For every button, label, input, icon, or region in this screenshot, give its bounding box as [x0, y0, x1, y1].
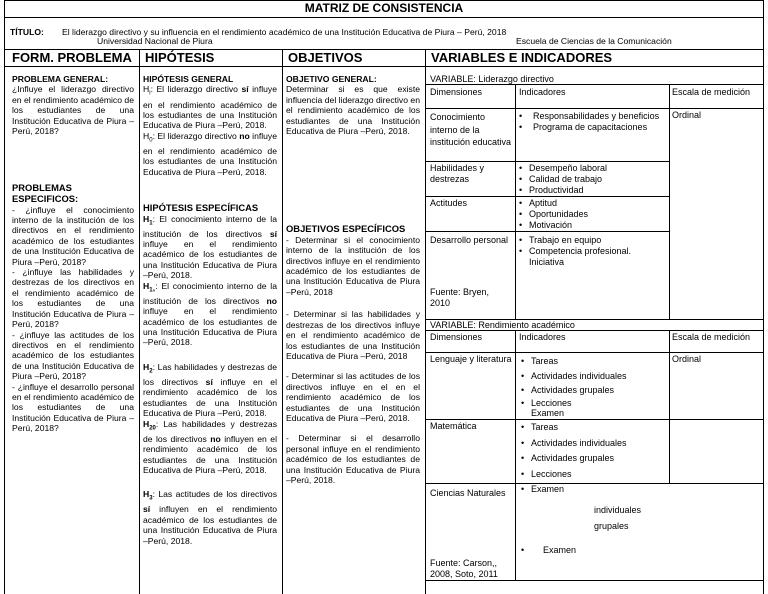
var1-ind-2-2: • Calidad de trabajo: [519, 174, 667, 185]
var1-ind-3-1: • Aptitud: [519, 198, 667, 209]
titulo-label: TÍTULO:: [10, 27, 44, 37]
var1-fuente: Fuente: Bryen, 2010: [430, 287, 490, 308]
var1-col-escala: Escala de medición: [672, 87, 751, 97]
var1-ind-3-3: • Motivación: [519, 220, 667, 231]
var1-ind-list-4: [519, 235, 667, 268]
var1-dim-4: Desarrollo personal: [430, 235, 509, 245]
var2-col-dimensiones: Dimensiones: [430, 332, 483, 342]
var2-ind-1-3: • Actividades grupales: [521, 383, 641, 398]
var2-dim-1: Lenguaje y literatura: [430, 354, 512, 364]
hipotesis-hi: $H_i$: El liderazgo directivo sí influye en el rendimiento académico de los estudiantes de una Institución Educativa de Piura –Perú, 2018.: [143, 84, 277, 131]
var1-dim-2: Habilidades y destrezas: [430, 163, 485, 184]
var1-ind-4-2: • Competencia profesional. Iniciativa: [519, 246, 667, 268]
col-divider-1: [139, 49, 140, 594]
page-title: MATRIZ DE CONSISTENCIA: [304, 1, 464, 15]
var1-col-ind: [515, 84, 516, 319]
titulo-school: Escuela de Ciencias de la Comunicación: [516, 36, 672, 46]
var1-col-indicadores: Indicadores: [519, 87, 566, 97]
header-hipotesis: HIPÓTESIS: [145, 50, 215, 65]
hipotesis-h1: $H_1$: El conocimiento interno de la institución de los directivos sí influye en el rendimiento académico de los estudiantes de una Institución Educativa de Piura –Perú, 2018.: [143, 213, 277, 281]
var2-ind-2-3: • Actividades grupales: [521, 451, 661, 467]
var1-ind-list-1: [519, 111, 667, 133]
hipotesis-h3: $H_3$: Las actitudes de los directivos sí influyen en el rendimiento académico de los estudiantes de una Institución Educativa de Piura –Perú, 2018.: [143, 489, 277, 546]
title-divider: [4, 17, 764, 18]
var2-ind-list-1: [521, 354, 641, 418]
hipotesis-h20: $H_{20}$: Las habilidades y destrezas de los directivos no influyen en el rendimiento académico de los estudiantes de una Institución Educativa de Piura –Perú, 2018.: [143, 418, 277, 475]
var1-header-bottom: [425, 108, 764, 109]
left-border: [4, 0, 5, 594]
var2-ind-2-4: • Lecciones: [521, 467, 661, 483]
problema-especifico-2: - ¿influye las habilidades y destrezas de los directivos en el rendimiento académico de los estudiantes de una Institución Educativa de Piura –Perú, 2018?: [12, 267, 134, 330]
var2-col-escala: Escala de medición: [672, 332, 751, 342]
var1-row2-bottom: [425, 196, 669, 197]
var2-col-esc: [669, 330, 670, 483]
objetivo-especifico-4: - Determinar si el desarrollo personal influye en el rendimiento académico de los estudiantes de una Institución Educativa de Piura –Perú, 2018.: [286, 433, 420, 485]
col-divider-3: [425, 49, 426, 594]
var2-escala-value: Ordinal: [672, 354, 702, 364]
titulo-line2: Universidad Nacional de Piura: [97, 36, 213, 46]
var2-ind-2-2: • Actividades individuales: [521, 436, 661, 452]
var2-col-ind: [515, 330, 516, 580]
var2-label: VARIABLE: Rendimiento académico: [430, 320, 575, 330]
problema-general-title: PROBLEMA GENERAL:: [12, 74, 109, 84]
problemas-especificos-title: PROBLEMAS ESPECIFICOS:: [12, 182, 79, 205]
var1-col-dimensiones: Dimensiones: [430, 87, 483, 97]
var2-dim-3: Ciencias Naturales: [430, 488, 506, 498]
objetivo-general-title: OBJETIVO GENERAL:: [286, 74, 377, 84]
var2-ind-1-2: • Actividades individuales: [521, 369, 641, 384]
header-objetivos: OBJETIVOS: [288, 50, 363, 65]
var1-row1-bottom: [425, 161, 669, 162]
var2-ind-list-3: [521, 545, 661, 556]
objetivo-especifico-3: - Determinar si las actitudes de los directivos influye en el en el rendimiento académico de los estudiantes de una Institución Educativa de Piura –Perú, 2018.: [286, 371, 420, 423]
var1-escala-value: Ordinal: [672, 110, 702, 120]
var2-ind-3-1: individuales: [594, 505, 642, 515]
var2-ind-3-2: grupales: [594, 521, 629, 531]
header-bottom-line: [4, 66, 764, 67]
hipotesis-column: [143, 74, 277, 546]
var1-ind-1-2: • Programa de capacitaciones: [519, 122, 667, 133]
var2-dim-2: Matemática: [430, 421, 477, 431]
var2-header-bottom: [425, 352, 764, 353]
var1-dim-1: Conocimiento interno de la institución educativa: [430, 112, 512, 147]
objetivos-column: [286, 74, 420, 485]
problema-column: [12, 74, 134, 434]
var1-ind-2-3: • Productividad: [519, 185, 667, 196]
var1-ind-list-2: [519, 163, 667, 196]
objetivo-especifico-2: - Determinar si las habilidades y destrezas de los directivos influye en el rendimiento académico de los estudiantes de una Institución Educativa de Piura –Perú, 2018: [286, 309, 420, 361]
problema-especifico-3: - ¿influye las actitudes de los directivos en el rendimiento académico de los estudiantes de una Institución Educativa de Piura –Perú, 2018?: [12, 329, 134, 382]
var1-dim-3: Actitudes: [430, 198, 468, 208]
hipotesis-general-title: HIPÓTESIS GENERAL: [143, 74, 234, 84]
var1-ind-list-3: [519, 198, 667, 231]
hipotesis-h0: $H_0$: El liderazgo directivo no influye en el rendimiento académico de los estudiantes de una Institución Educativa de Piura –Perú, 2018.: [143, 130, 277, 177]
objetivo-general-text: Determinar si es que existe influencia del liderazgo directivo en el rendimiento académico de los estudiantes de una Institución Educativa de Piura –Perú, 2018.: [286, 84, 420, 137]
var2-fuente: Fuente: Carson,, 2008, Soto, 2011: [430, 558, 498, 579]
var2-ind-2-5: • Examen: [521, 482, 661, 498]
right-border: [763, 0, 764, 594]
var2-ind-1-4: • Lecciones Examen: [521, 398, 591, 418]
header-variables: VARIABLES E INDICADORES: [431, 50, 613, 65]
var1-ind-4-1: • Trabajo en equipo: [519, 235, 667, 246]
header-problema: FORM. PROBLEMA: [12, 50, 132, 65]
hipotesis-h10: $H_{1_0}$: El conocimiento interno de la institución de los directivos no influye en el rendimiento académico de los estudiantes de una Institución Educativa de Piura –Perú, 2018.: [143, 280, 277, 348]
hipotesis-h2: $H_2$: Las habilidades y destrezas de los directivos sí influye en el rendimiento académico de los estudiantes de una Institución Educativa de Piura –Perú, 2018.: [143, 361, 277, 419]
problema-general-text: ¿Influye el liderazgo directivo en el rendimiento académico de los estudiantes de una Institución Educativa de Piura –Perú, 2018?: [12, 84, 134, 137]
var1-col-esc: [669, 84, 670, 319]
var2-ind-list-2: [521, 420, 661, 494]
problema-especifico-1: - ¿influye el conocimiento interno de la institución de los directivos en el rendimiento académico de los estudiantes de una Institución Educativa de Piura –Perú, 2018?: [12, 204, 134, 267]
hipotesis-especificas-title: HIPÓTESIS ESPECÍFICAS: [143, 202, 259, 214]
titulo-line1: El liderazgo directivo y su influencia en el rendimiento académico de una Institución Educativa de Piura – Perú, 2018: [62, 27, 507, 37]
var1-ind-1-1: • Responsabilidades y beneficios: [519, 111, 667, 122]
var2-bottom: [425, 580, 764, 581]
problema-especifico-4: - ¿influye el desarrollo personal en el rendimiento académico de los estudiantes de una Institución Educativa de Piura –Perú, 2018?: [12, 381, 134, 434]
objetivos-especificos-title: OBJETIVOS ESPECÍFICOS: [286, 223, 406, 235]
objetivo-especifico-1: - Determinar si el conocimiento interno de la institución de los directivos influye en el rendimiento académico de los estudiantes de una Institución Educativa de Piura –Perú, 2018: [286, 234, 420, 297]
var1-ind-3-2: • Oportunidades: [519, 209, 667, 220]
var1-label: VARIABLE: Liderazgo directivo: [430, 74, 554, 84]
var2-ind-1-1: • Tareas: [521, 354, 641, 369]
var2-col-indicadores: Indicadores: [519, 332, 566, 342]
col-divider-2: [282, 49, 283, 594]
var2-ind-2-1: • Tareas: [521, 420, 661, 436]
var2-ind-3-3: • Examen: [521, 545, 661, 556]
var1-row3-bottom: [425, 231, 669, 232]
var1-ind-2-1: • Desempeño laboral: [519, 163, 667, 174]
